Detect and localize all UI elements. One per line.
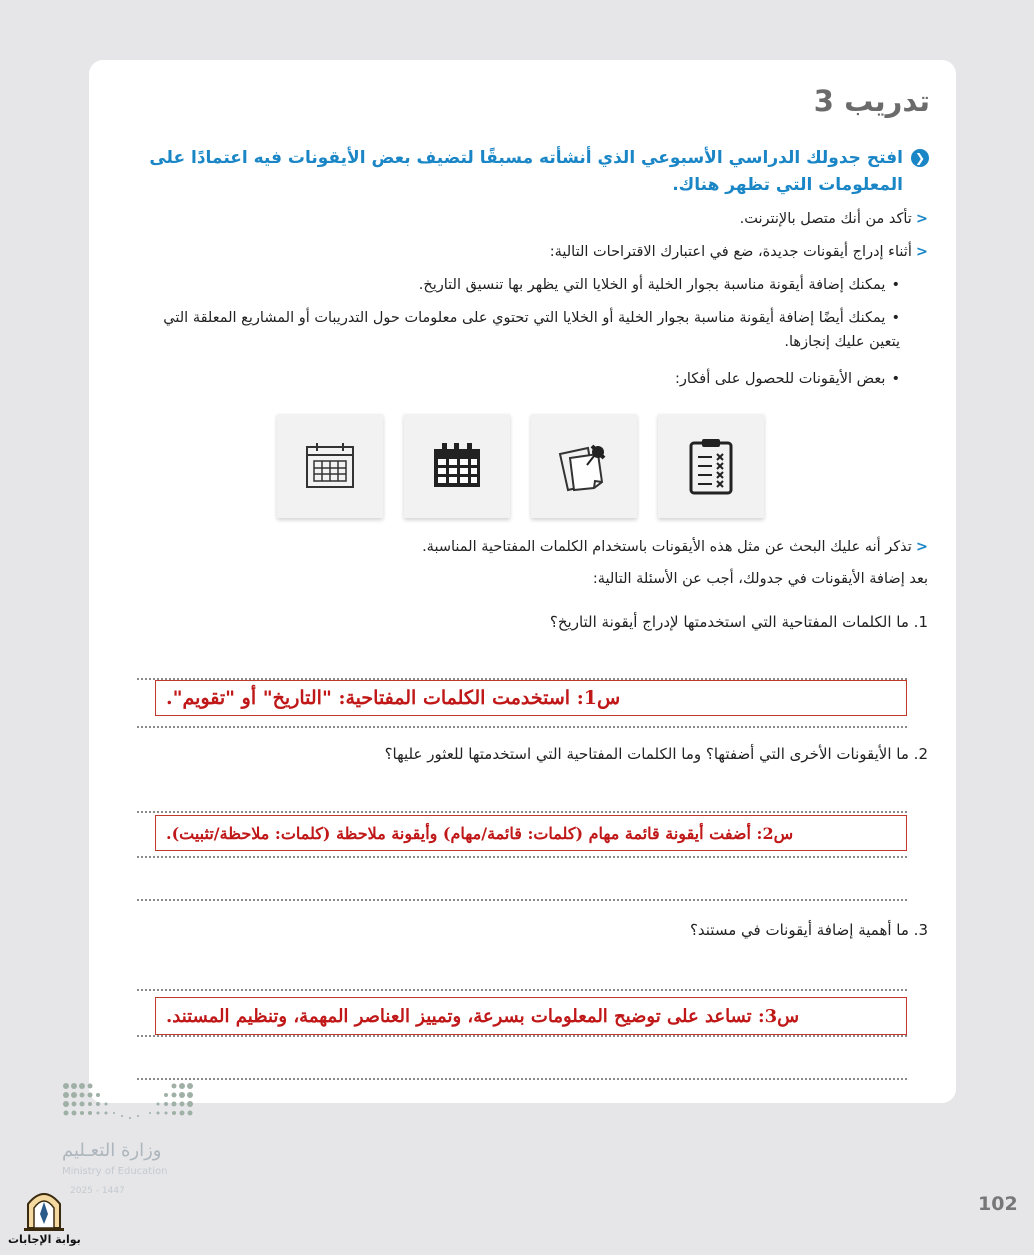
ministry-name-en: Ministry of Education xyxy=(62,1166,168,1177)
step-1: <تأكد من أنك متصل بالإنترنت. xyxy=(739,211,928,227)
answer-line xyxy=(137,989,907,991)
answer-3: س3: تساعد على توضيح المعلومات بسرعة، وتمييز العناصر المهمة، وتنظيم المستند. xyxy=(155,997,907,1035)
bullet-2: •يمكنك أيضًا إضافة أيقونة مناسبة بجوار الخلية أو الخلايا التي تحتوي على معلومات حول التدريبات أو المشاريع المعلقة التي يتعين عليك إنجازها. xyxy=(163,310,900,350)
calendar-icon xyxy=(277,414,383,518)
ministry-logo-icon xyxy=(60,1080,200,1124)
answer-2: س2: أضفت أيقونة قائمة مهام (كلمات: قائمة/مهام) وأيقونة ملاحظة (كلمات: ملاحظة/تثبيت). xyxy=(155,815,907,851)
answer-line xyxy=(137,811,907,813)
answer-line xyxy=(137,1078,907,1080)
task-text: افتح جدولك الدراسي الأسبوعي الذي أنشأته مسبقًا لتضيف بعض الأيقونات فيه اعتمادًا على المعلومات التي تظهر هناك. xyxy=(149,148,903,195)
portal-name: بوابة الإجابات xyxy=(8,1233,81,1246)
ministry-year: 2025 - 1447 xyxy=(70,1186,125,1196)
bullet-3: •بعض الأيقونات للحصول على أفكار: xyxy=(674,371,900,387)
answer-line xyxy=(137,726,907,728)
icon-examples xyxy=(277,414,767,518)
checklist-icon xyxy=(658,414,764,518)
sticky-note-pin-icon xyxy=(531,414,637,518)
answer-line xyxy=(137,1035,907,1037)
answer-line xyxy=(137,856,907,858)
answer-line xyxy=(137,899,907,901)
question-3: 3. ما أهمية إضافة أيقونات في مستند؟ xyxy=(689,921,928,939)
chevron-icon: < xyxy=(915,539,928,555)
question-2: 2. ما الأيقونات الأخرى التي أضفتها؟ وما الكلمات المفتاحية التي استخدمتها للعثور عليها؟ xyxy=(384,745,928,763)
chevron-icon: < xyxy=(915,211,928,227)
reminder: <تذكر أنه عليك البحث عن مثل هذه الأيقونات باستخدام الكلمات المفتاحية المناسبة. xyxy=(422,539,928,555)
instruction-after: بعد إضافة الأيقونات في جدولك، أجب عن الأسئلة التالية: xyxy=(592,571,928,587)
chevron-icon: < xyxy=(915,244,928,260)
bullet-1: •يمكنك إضافة أيقونة مناسبة بجوار الخلية أو الخلايا التي يظهر بها تنسيق التاريخ. xyxy=(418,277,900,293)
chevron-left-icon: ❮ xyxy=(911,149,929,167)
ministry-name-ar: وزارة التعـليم xyxy=(62,1140,162,1161)
bullet-dot-icon: • xyxy=(891,277,900,293)
page-number: 102 xyxy=(978,1193,1018,1215)
bullet-dot-icon: • xyxy=(891,371,900,387)
exercise-title: تدريب 3 xyxy=(813,84,930,118)
answer-1: س1: استخدمت الكلمات المفتاحية: "التاريخ" أو "تقويم". xyxy=(155,680,907,716)
portal-logo-icon xyxy=(20,1188,68,1232)
step-2: <أثناء إدراج أيقونات جديدة، ضع في اعتبارك الاقتراحات التالية: xyxy=(549,244,928,260)
task-instruction xyxy=(139,145,929,199)
calendar-grid-icon xyxy=(404,414,510,518)
question-1: 1. ما الكلمات المفتاحية التي استخدمتها لإدراج أيقونة التاريخ؟ xyxy=(549,613,928,631)
bullet-dot-icon: • xyxy=(891,310,900,326)
